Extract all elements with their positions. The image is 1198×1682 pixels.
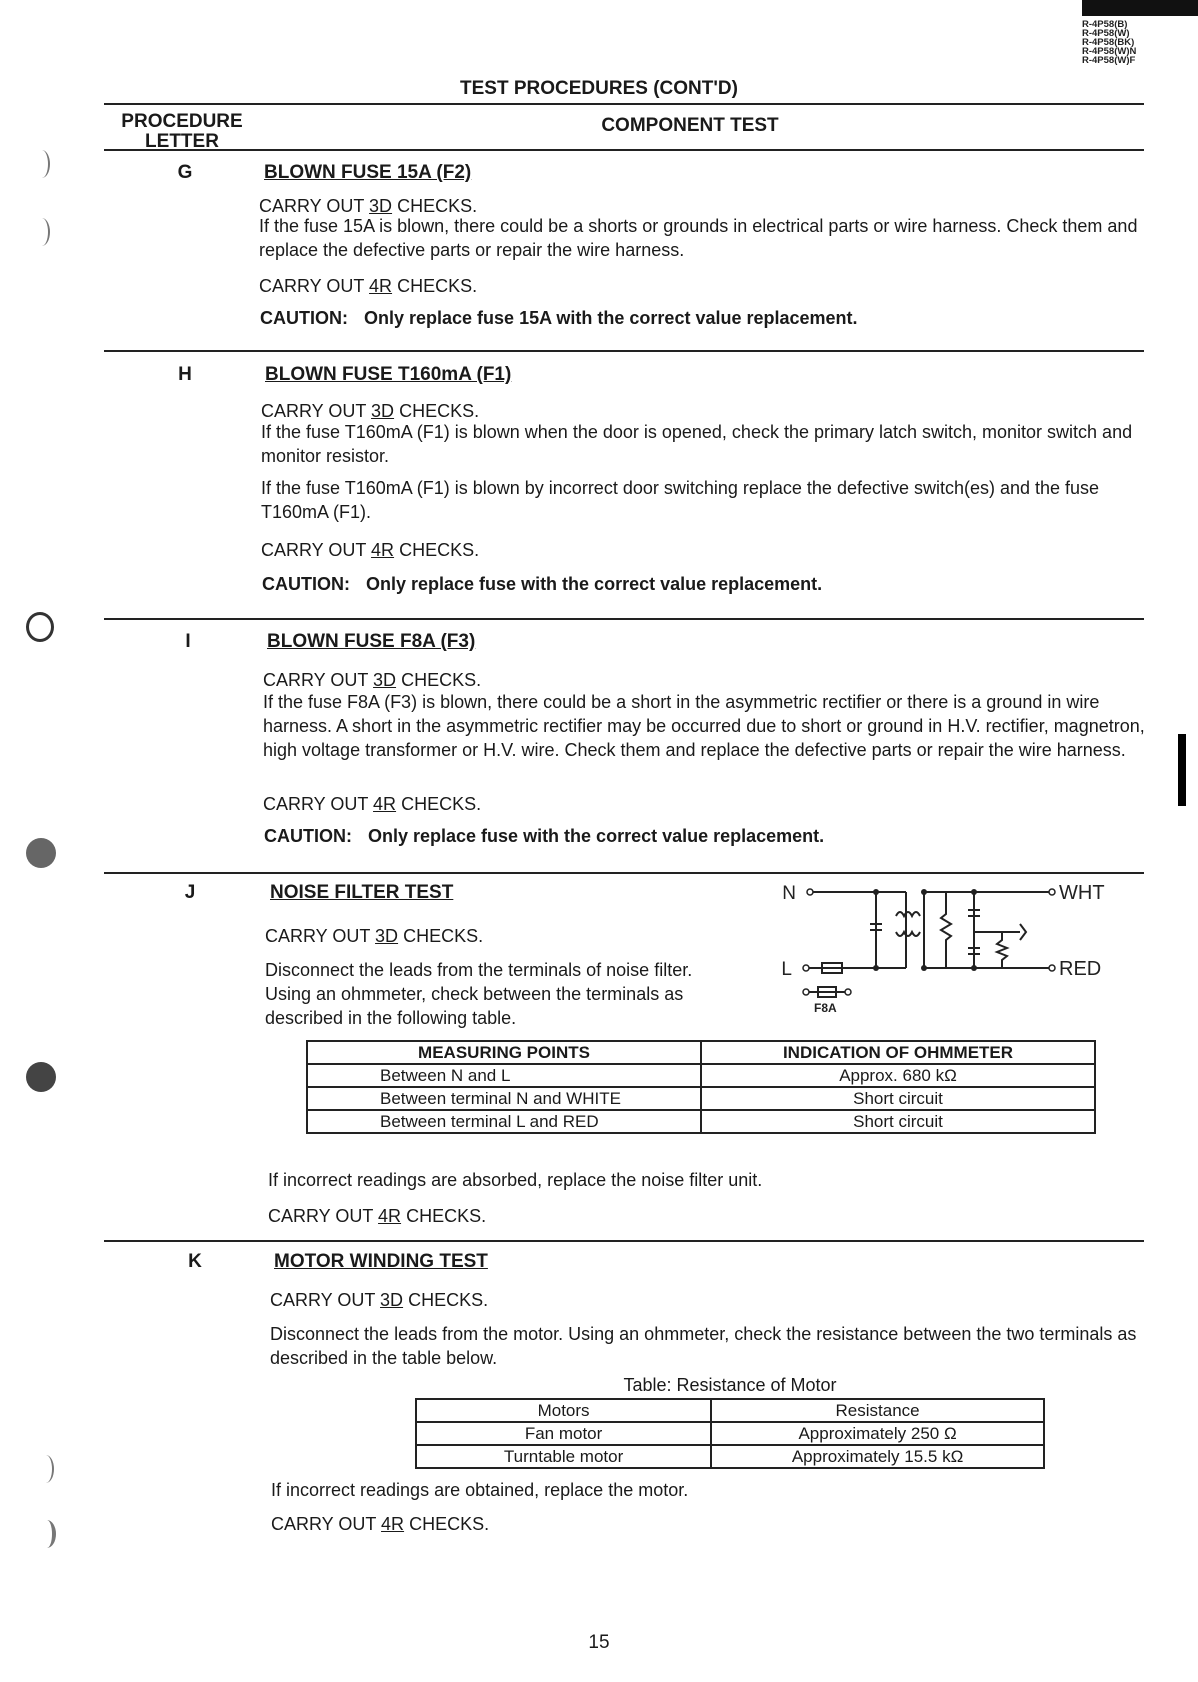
table-cell: Approximately 250 Ω bbox=[711, 1422, 1044, 1445]
caution-g: CAUTION: Only replace fuse 15A with the correct value replacement. bbox=[260, 308, 858, 328]
table-header-row bbox=[416, 1399, 1044, 1422]
table-cell: Fan motor bbox=[416, 1422, 711, 1445]
noise-filter-diagram bbox=[781, 876, 1105, 1016]
section-rule bbox=[104, 872, 1144, 874]
section-text-g: If the fuse 15A is blown, there could be a shorts or grounds in electrical parts or wire harness. Check them and replace the defective parts or repair the wire harness. bbox=[259, 216, 1138, 260]
table-row bbox=[416, 1422, 1044, 1445]
section-title-k: MOTOR WINDING TEST bbox=[274, 1251, 488, 1272]
terminal bbox=[845, 989, 851, 995]
scan-edge-bar bbox=[1082, 0, 1198, 16]
procedure-letter-j: J bbox=[184, 882, 196, 903]
motor-resistance-table bbox=[415, 1398, 1045, 1469]
column-header-component: COMPONENT TEST bbox=[601, 115, 779, 136]
binder-hole-mark bbox=[38, 1455, 54, 1483]
model-list: R-4P58(B) R-4P58(W) R-4P58(BK) R-4P58(W)N R-4P58(W)F bbox=[1082, 19, 1137, 66]
table-caption-k: Table: Resistance of Motor bbox=[623, 1375, 837, 1395]
table-cell: Approx. 680 kΩ bbox=[701, 1064, 1095, 1087]
carry-out-3d-i: CARRY OUT 3D CHECKS. bbox=[263, 670, 482, 690]
table-cell: Short circuit bbox=[701, 1087, 1095, 1110]
table-header: INDICATION OF OHMMETER bbox=[701, 1041, 1095, 1064]
junction-dot bbox=[971, 965, 977, 971]
resistor bbox=[997, 932, 1007, 968]
page-title: TEST PROCEDURES (CONT'D) bbox=[460, 78, 738, 99]
label-l: L bbox=[781, 959, 792, 980]
section-text-k-2: If incorrect readings are obtained, replace the motor. bbox=[271, 1480, 689, 1500]
carry-out-4r-j: CARRY OUT 4R CHECKS. bbox=[268, 1206, 487, 1226]
header-bottom-rule bbox=[104, 149, 1144, 151]
carry-out-4r-g: CARRY OUT 4R CHECKS. bbox=[259, 276, 478, 296]
terminal-red bbox=[1049, 965, 1055, 971]
table-row bbox=[307, 1064, 1095, 1087]
carry-out-4r-i: CARRY OUT 4R CHECKS. bbox=[263, 794, 482, 814]
carry-out-4r-k: CARRY OUT 4R CHECKS. bbox=[271, 1514, 490, 1534]
carry-out-3d-h: CARRY OUT 3D CHECKS. bbox=[261, 401, 480, 421]
section-title-g: BLOWN FUSE 15A (F2) bbox=[264, 162, 472, 183]
column-header-procedure: PROCEDURE LETTER bbox=[121, 111, 243, 152]
table-cell: Between terminal L and RED bbox=[307, 1110, 701, 1133]
procedure-letter-g: G bbox=[177, 162, 193, 183]
section-rule bbox=[104, 1240, 1144, 1242]
junction-dot bbox=[873, 965, 879, 971]
table-row bbox=[307, 1087, 1095, 1110]
terminal-l bbox=[803, 965, 809, 971]
binder-hole-mark bbox=[38, 1520, 56, 1548]
table-header: MEASURING POINTS bbox=[307, 1041, 701, 1064]
procedure-letter-h: H bbox=[178, 364, 192, 385]
procedure-letter-k: K bbox=[188, 1251, 202, 1272]
section-text-i: If the fuse F8A (F3) is blown, there could be a short in the asymmetric rectifier or there is a ground in wire harness. A short in the asymmetric rectifier may be occurred due to short or ground in H.V. rectifier, magnetron, high voltage transformer or H.V. wire. Check them and replace the defective parts or repair the wire harness. bbox=[263, 692, 1145, 760]
table-cell: Turntable motor bbox=[416, 1445, 711, 1468]
table-header-row bbox=[307, 1041, 1095, 1064]
section-text-j-2: If incorrect readings are absorbed, replace the noise filter unit. bbox=[268, 1170, 763, 1190]
binder-hole-mark bbox=[34, 150, 50, 178]
choke-coil bbox=[896, 932, 920, 936]
carry-out-3d-k: CARRY OUT 3D CHECKS. bbox=[270, 1290, 489, 1310]
table-cell: Between N and L bbox=[307, 1064, 701, 1087]
table-header: Motors bbox=[416, 1399, 711, 1422]
caution-i: CAUTION: Only replace fuse with the correct value replacement. bbox=[264, 826, 825, 846]
header-rule bbox=[104, 103, 1144, 105]
choke-coil bbox=[896, 912, 920, 916]
junction-dot bbox=[921, 889, 927, 895]
procedure-letter-i: I bbox=[185, 631, 191, 652]
binder-hole bbox=[26, 838, 56, 868]
terminal bbox=[803, 989, 809, 995]
label-red: RED bbox=[1059, 958, 1102, 980]
section-title-j: NOISE FILTER TEST bbox=[270, 882, 454, 903]
section-text-h-2: If the fuse T160mA (F1) is blown by incorrect door switching replace the defective switch(es) and the fuse T160mA (F1). bbox=[261, 478, 1100, 522]
section-text-h-1: If the fuse T160mA (F1) is blown when the door is opened, check the primary latch switch, monitor switch and monitor resistor. bbox=[261, 422, 1133, 466]
caution-h: CAUTION: Only replace fuse with the correct value replacement. bbox=[262, 574, 823, 594]
table-row bbox=[416, 1445, 1044, 1468]
table-header: Resistance bbox=[711, 1399, 1044, 1422]
junction-dot bbox=[921, 965, 927, 971]
binder-hole-mark bbox=[34, 218, 50, 246]
label-n: N bbox=[782, 883, 796, 904]
label-wht: WHT bbox=[1059, 882, 1105, 904]
page-number: 15 bbox=[588, 1632, 610, 1653]
carry-out-3d-g: CARRY OUT 3D CHECKS. bbox=[259, 196, 478, 216]
revision-bar bbox=[1178, 734, 1186, 806]
table-cell: Short circuit bbox=[701, 1110, 1095, 1133]
section-text-j: Disconnect the leads from the terminals of noise filter. Using an ohmmeter, check between the terminals as described in the following table. bbox=[265, 960, 693, 1028]
section-title-i: BLOWN FUSE F8A (F3) bbox=[267, 631, 476, 652]
noise-filter-table bbox=[306, 1040, 1096, 1134]
junction-dot bbox=[873, 889, 879, 895]
ground-symbol bbox=[1020, 924, 1026, 940]
junction-dot bbox=[971, 889, 977, 895]
table-cell: Between terminal N and WHITE bbox=[307, 1087, 701, 1110]
terminal-n bbox=[807, 889, 813, 895]
carry-out-3d-j: CARRY OUT 3D CHECKS. bbox=[265, 926, 484, 946]
resistor bbox=[941, 892, 951, 968]
carry-out-4r-h: CARRY OUT 4R CHECKS. bbox=[261, 540, 480, 560]
terminal-wht bbox=[1049, 889, 1055, 895]
binder-hole bbox=[26, 1062, 56, 1092]
section-title-h: BLOWN FUSE T160mA (F1) bbox=[265, 364, 512, 385]
binder-hole bbox=[26, 612, 54, 642]
section-rule bbox=[104, 350, 1144, 352]
table-row bbox=[307, 1110, 1095, 1133]
table-cell: Approximately 15.5 kΩ bbox=[711, 1445, 1044, 1468]
label-f8a: F8A bbox=[814, 1001, 837, 1015]
section-rule bbox=[104, 618, 1144, 620]
section-text-k: Disconnect the leads from the motor. Using an ohmmeter, check the resistance between the two terminals as described in the table below. bbox=[270, 1324, 1137, 1368]
